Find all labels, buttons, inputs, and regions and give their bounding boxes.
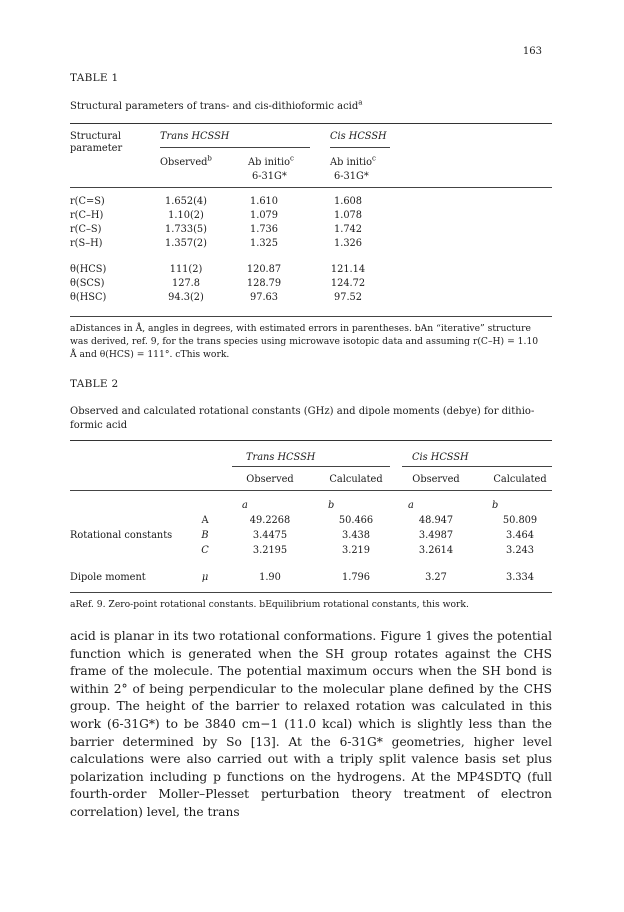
table1-sub-observed bbox=[160, 154, 212, 169]
table2-cis-span-rule bbox=[402, 466, 552, 467]
table1-top-rule bbox=[70, 123, 552, 124]
body-paragraph: acid is planar in its two rotational conformations. Figure 1 gives the potential function which is generated when the SH group rotates against the CHS frame of the molecule. The potential maximum occurs when the SH bond is within 2° of being perpendicular to the molecular plane defined by the CHS group. The height of the barrier to relaxed rotation was calculated in this work (6-31G*) to be 3840 cm−1 (11.0 kcal) which is slightly less than the barrier determined by So [13]. At the 6-31G* geometries, higher level calculations were also carried out with a triply split valence basis set plus polarization including p functions on the hydrogens. At the MP4SDTQ (full fourth-order Moller–Plesset perturbation theory treatment of electron correlation) level, the trans bbox=[70, 629, 552, 819]
table1-footnote-2: was derived, ref. 9, for the trans species using microwave isotopic data and assuming r(C–H) = 1.10 bbox=[70, 336, 539, 347]
table2-rot-value: 49.2268 bbox=[249, 515, 291, 526]
table2-dipole-symbol: μ bbox=[201, 572, 209, 583]
table2-rot-value: 3.2614 bbox=[418, 545, 454, 556]
table1-caption-mark: a bbox=[358, 98, 363, 107]
table2-rot-symbol: B bbox=[201, 530, 209, 541]
table1-sub-abinitio-trans bbox=[248, 154, 294, 169]
table1-row-abinitio-cis: 1.326 bbox=[333, 238, 363, 249]
table2-source-mark: a bbox=[408, 500, 414, 511]
table1-row-abinitio-trans: 97.63 bbox=[249, 292, 279, 303]
table1-row-param: r(C=S) bbox=[70, 196, 105, 207]
table1-row-param: r(S–H) bbox=[70, 238, 103, 249]
table1-row-observed: 1.652(4) bbox=[165, 196, 207, 207]
page-number: 163 bbox=[522, 46, 542, 57]
table2-dipole-value: 1.90 bbox=[259, 572, 281, 583]
table1-sub-observed-mark: b bbox=[207, 154, 212, 163]
table1-header-param-2: parameter bbox=[70, 143, 123, 154]
table1-header-param-1: Structural bbox=[70, 131, 122, 142]
table1-group-trans: Trans HCSSH bbox=[160, 131, 230, 142]
table1-row-abinitio-trans: 1.610 bbox=[249, 196, 279, 207]
table1-row-abinitio-cis: 1.608 bbox=[333, 196, 363, 207]
table2-group-trans: Trans HCSSH bbox=[246, 452, 316, 463]
table2-subheader: Observed bbox=[246, 474, 294, 485]
table2-rot-value: 3.2195 bbox=[252, 545, 288, 556]
table1-row-abinitio-trans: 1.736 bbox=[249, 224, 279, 235]
table2-rot-value: 50.466 bbox=[338, 515, 374, 526]
table1-group-cis: Cis HCSSH bbox=[330, 131, 387, 142]
table2-label: TABLE 2 bbox=[70, 378, 119, 390]
table2-source-mark: a bbox=[242, 500, 248, 511]
table1-trans-span-rule bbox=[160, 147, 310, 148]
table1-row-observed: 111(2) bbox=[169, 264, 203, 275]
table1-caption-text: Structural parameters of trans- and cis-dithioformic acid bbox=[70, 101, 359, 112]
table1-row-param: θ(HSC) bbox=[70, 292, 107, 303]
table2-group-cis: Cis HCSSH bbox=[412, 452, 469, 463]
table2-subheader: Calculated bbox=[493, 474, 547, 485]
table1-row-observed: 127.8 bbox=[171, 278, 201, 289]
table2-rot-value: 3.243 bbox=[505, 545, 535, 556]
table1-bottom-rule bbox=[70, 316, 552, 317]
table2-dipole-value: 3.27 bbox=[425, 572, 447, 583]
table1-row-observed: 1.733(5) bbox=[165, 224, 207, 235]
table1-sub-abinitio-trans-basis: 6-31G* bbox=[252, 171, 287, 182]
table2-footnote: aRef. 9. Zero-point rotational constants. bEquilibrium rotational constants, this work. bbox=[70, 599, 469, 610]
table1-row-abinitio-trans: 128.79 bbox=[246, 278, 282, 289]
table1-sub-observed-text: Observed bbox=[160, 157, 208, 168]
table1-row-observed: 1.10(2) bbox=[168, 210, 204, 221]
table2-dipole-value: 1.796 bbox=[341, 572, 371, 583]
table2-rot-value: 3.438 bbox=[341, 530, 371, 541]
table2-trans-span-rule bbox=[232, 466, 390, 467]
table1-row-abinitio-cis: 121.14 bbox=[330, 264, 366, 275]
table1-sub-abinitio-trans-mark: c bbox=[290, 154, 294, 163]
table2-caption-1: Observed and calculated rotational constants (GHz) and dipole moments (debye) for dithio- bbox=[70, 406, 535, 417]
table2-subheader: Observed bbox=[412, 474, 460, 485]
table1-row-observed: 1.357(2) bbox=[165, 238, 207, 249]
table1-row-param: r(C–H) bbox=[70, 210, 104, 221]
table2-rot-value: 3.219 bbox=[341, 545, 371, 556]
table2-rot-value: 3.464 bbox=[505, 530, 535, 541]
table1-cis-span-rule bbox=[330, 147, 390, 148]
table1-sub-abinitio-trans-text: Ab initio bbox=[248, 157, 291, 168]
table2-bottom-rule bbox=[70, 592, 552, 593]
table2-source-mark: b bbox=[328, 500, 335, 511]
table1-row-abinitio-trans: 1.079 bbox=[249, 210, 279, 221]
table2-rot-value: 3.4987 bbox=[418, 530, 454, 541]
table2-rot-value: 50.809 bbox=[502, 515, 538, 526]
table1-row-param: θ(HCS) bbox=[70, 264, 107, 275]
table1-row-param: r(C–S) bbox=[70, 224, 102, 235]
table2-rot-symbol: C bbox=[201, 545, 209, 556]
table1-sub-abinitio-cis-mark: c bbox=[372, 154, 376, 163]
table1-label: TABLE 1 bbox=[70, 72, 119, 84]
table2-rot-label: Rotational constants bbox=[70, 530, 173, 541]
table1-footnote-3: Å and θ(HCS) = 111°. cThis work. bbox=[70, 349, 230, 360]
table1-row-abinitio-cis: 1.078 bbox=[333, 210, 363, 221]
table1-row-abinitio-trans: 120.87 bbox=[246, 264, 282, 275]
table1-sub-abinitio-cis-basis: 6-31G* bbox=[334, 171, 369, 182]
table2-dipole-value: 3.334 bbox=[505, 572, 535, 583]
table1-row-abinitio-cis: 1.742 bbox=[333, 224, 363, 235]
table2-rot-value: 48.947 bbox=[418, 515, 454, 526]
table1-caption bbox=[70, 100, 548, 114]
table2-header-rule bbox=[70, 490, 552, 491]
table2-rot-value: 3.4475 bbox=[252, 530, 288, 541]
table1-footnote-1: aDistances in Å, angles in degrees, with estimated errors in parentheses. bAn “iterative” structure bbox=[70, 323, 531, 334]
table1-row-abinitio-trans: 1.325 bbox=[249, 238, 279, 249]
table1-row-abinitio-cis: 97.52 bbox=[333, 292, 363, 303]
table1-sub-abinitio-cis-text: Ab initio bbox=[330, 157, 373, 168]
table1-row-param: θ(SCS) bbox=[70, 278, 105, 289]
table1-row-observed: 94.3(2) bbox=[168, 292, 204, 303]
table2-rot-symbol: A bbox=[201, 515, 209, 526]
table1-sub-abinitio-cis bbox=[330, 154, 376, 169]
table1-row-abinitio-cis: 124.72 bbox=[330, 278, 366, 289]
table2-subheader: Calculated bbox=[329, 474, 383, 485]
table2-caption-2: formic acid bbox=[70, 420, 128, 431]
table2-top-rule bbox=[70, 440, 552, 441]
table2-source-mark: b bbox=[492, 500, 499, 511]
table1-header-rule bbox=[70, 187, 552, 188]
table2-dipole-label: Dipole moment bbox=[70, 572, 146, 583]
